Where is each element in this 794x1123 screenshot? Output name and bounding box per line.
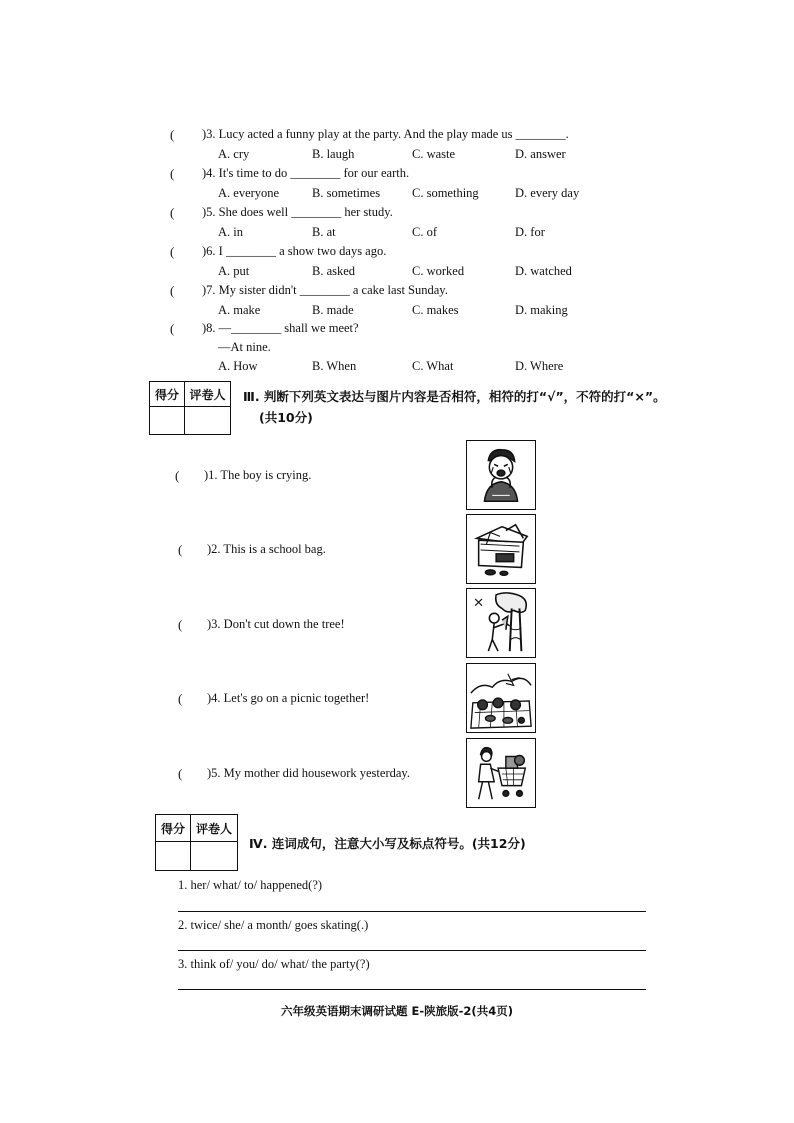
answer-paren[interactable]: ( (178, 766, 183, 781)
option-a: A. put (218, 264, 250, 278)
sentence-item-2: 2. twice/ she/ a month/ goes skating(.) (178, 918, 369, 932)
option-b: B. at (312, 225, 336, 239)
option-d: D. watched (515, 264, 572, 278)
option-b: B. sometimes (312, 186, 381, 200)
answer-paren[interactable]: ( (170, 244, 175, 259)
answer-paren[interactable]: ( (170, 166, 175, 181)
section-title-line1: Ⅲ. 判断下列英文表达与图片内容是否相符，相符的打“√”，不符的打“×”。 (243, 389, 666, 404)
option-c: C. something (412, 186, 479, 200)
cross-mark: × (472, 594, 485, 611)
answer-paren[interactable]: ( (170, 205, 175, 220)
question-stem: )8. —________ shall we meet? (202, 321, 359, 335)
judge-item-2: )2. This is a school bag. (207, 542, 326, 556)
question-stem: )7. My sister didn't ________ a cake last Sunday. (202, 283, 448, 297)
option-b: B. asked (312, 264, 356, 278)
option-c: C. of (412, 225, 437, 239)
section-title: Ⅳ. 连词成句，注意大小写及标点符号。(共12分) (249, 836, 526, 851)
question-stem: )4. It's time to do ________ for our earth. (202, 166, 410, 180)
option-c: C. waste (412, 147, 456, 161)
answer-paren[interactable]: ( (178, 542, 183, 557)
option-c: C. makes (412, 303, 459, 317)
option-b: B. made (312, 303, 354, 317)
answer-line[interactable] (178, 950, 646, 951)
option-a: A. in (218, 225, 243, 239)
option-a: A. cry (218, 147, 250, 161)
picnic-icon (466, 663, 536, 733)
grader-label: 评卷人 (185, 382, 231, 407)
section-title-line2: (共10分) (259, 410, 313, 425)
answer-paren[interactable]: ( (178, 691, 183, 706)
question-stem: )6. I ________ a show two days ago. (202, 244, 387, 258)
option-a: A. everyone (218, 186, 280, 200)
option-a: A. How (218, 359, 258, 373)
answer-paren[interactable]: ( (170, 127, 175, 142)
answer-line: —At nine. (218, 340, 271, 354)
judge-item-1: )1. The boy is crying. (204, 468, 312, 482)
question-stem: )3. Lucy acted a funny play at the party. And the play made us ________. (202, 127, 569, 141)
sentence-item-1: 1. her/ what/ to/ happened(?) (178, 878, 323, 892)
score-label: 得分 (156, 815, 191, 842)
answer-paren[interactable]: ( (175, 468, 180, 483)
option-c: C. What (412, 359, 454, 373)
wallet-icon (466, 514, 536, 584)
grader-cell[interactable] (185, 407, 231, 435)
crying-boy-icon (466, 440, 536, 510)
option-d: D. answer (515, 147, 566, 161)
judge-item-4: )4. Let's go on a picnic together! (207, 691, 370, 705)
option-d: D. for (515, 225, 545, 239)
cut-tree-icon (466, 588, 536, 658)
sentence-item-3: 3. think of/ you/ do/ what/ the party(?) (178, 957, 370, 971)
answer-paren[interactable]: ( (178, 617, 183, 632)
judge-item-5: )5. My mother did housework yesterday. (207, 766, 410, 780)
option-c: C. worked (412, 264, 465, 278)
score-table (149, 381, 231, 435)
option-a: A. make (218, 303, 261, 317)
option-b: B. When (312, 359, 357, 373)
score-cell[interactable] (156, 842, 191, 871)
option-d: D. every day (515, 186, 580, 200)
section-title (243, 386, 666, 428)
score-cell[interactable] (150, 407, 185, 435)
shopping-cart-icon (466, 738, 536, 808)
option-d: D. making (515, 303, 568, 317)
page-footer: 六年级英语期末调研试题 E-陕旅版-2(共4页) (281, 1004, 513, 1018)
option-d: D. Where (515, 359, 564, 373)
judge-item-3: )3. Don't cut down the tree! (207, 617, 345, 631)
answer-paren[interactable]: ( (170, 321, 175, 336)
answer-paren[interactable]: ( (170, 283, 175, 298)
grader-label: 评卷人 (191, 815, 238, 842)
answer-line[interactable] (178, 989, 646, 990)
score-label: 得分 (150, 382, 185, 407)
grader-cell[interactable] (191, 842, 238, 871)
question-stem: )5. She does well ________ her study. (202, 205, 393, 219)
answer-line[interactable] (178, 911, 646, 912)
score-table (155, 814, 238, 871)
option-b: B. laugh (312, 147, 355, 161)
